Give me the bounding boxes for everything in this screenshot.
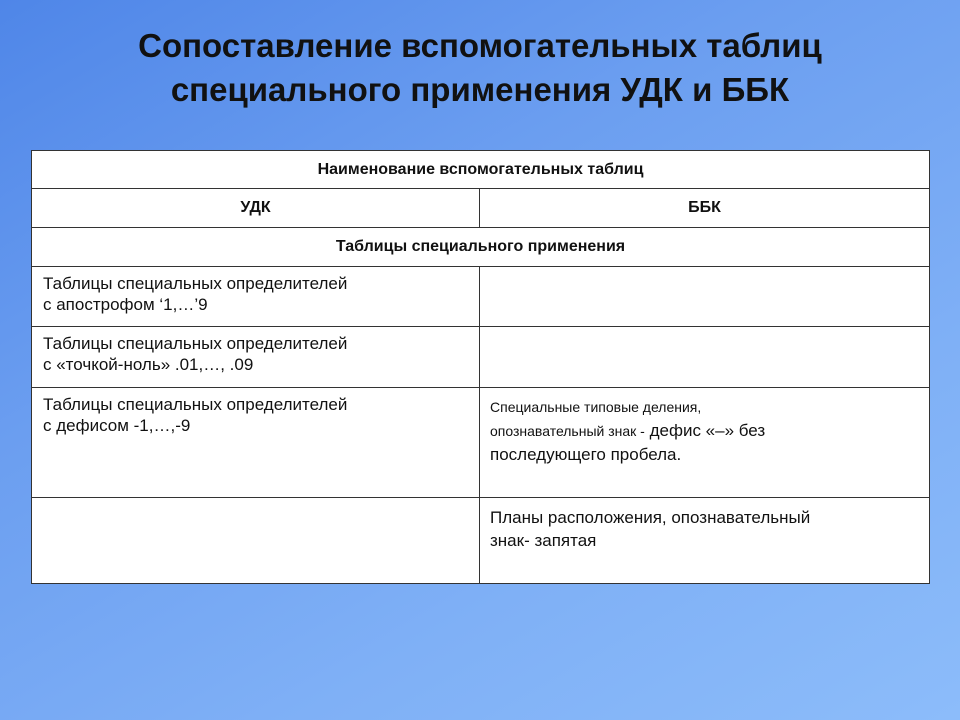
bbk-cell-text: опознавательный знак - bbox=[490, 423, 645, 439]
udk-cell-line: с апострофом ‘1,…’9 bbox=[43, 295, 208, 314]
bbk-cell-line: Планы расположения, опознавательный bbox=[490, 508, 811, 527]
bbk-cell bbox=[480, 388, 930, 498]
slide-title-line-1: Сопоставление вспомогательных таблиц bbox=[138, 27, 822, 64]
table-row bbox=[32, 388, 930, 498]
table-header-row bbox=[32, 151, 930, 189]
bbk-cell bbox=[480, 498, 930, 584]
column-header-udk: УДК bbox=[32, 189, 480, 228]
udk-cell-line: Таблицы специальных определителей bbox=[43, 395, 348, 414]
table-row bbox=[32, 498, 930, 584]
udk-cell bbox=[32, 388, 480, 498]
bbk-cell bbox=[480, 267, 930, 327]
udk-cell bbox=[32, 327, 480, 388]
slide-title-line-2: специального применения УДК и ББК bbox=[170, 71, 790, 108]
bbk-cell-line: Специальные типовые деления, bbox=[490, 399, 702, 415]
udk-cell bbox=[32, 498, 480, 584]
bbk-cell-text: дефис «–» без bbox=[644, 421, 766, 440]
udk-cell-line: Таблицы специальных определителей bbox=[43, 274, 348, 293]
udk-cell-line: с «точкой-ноль» .01,…, .09 bbox=[43, 355, 254, 374]
section-row bbox=[32, 228, 930, 267]
table-header-cell: Наименование вспомогательных таблиц bbox=[32, 151, 930, 189]
udk-cell-line: Таблицы специальных определителей bbox=[43, 334, 348, 353]
column-header-row bbox=[32, 189, 930, 228]
section-header-cell: Таблицы специального применения bbox=[32, 228, 930, 267]
slide-title bbox=[0, 24, 960, 112]
bbk-cell-line bbox=[490, 419, 919, 443]
udk-cell bbox=[32, 267, 480, 327]
udk-cell-line: с дефисом -1,…,-9 bbox=[43, 416, 191, 435]
comparison-table bbox=[31, 150, 930, 584]
bbk-cell bbox=[480, 327, 930, 388]
table-row bbox=[32, 327, 930, 388]
table-row bbox=[32, 267, 930, 327]
column-header-bbk: ББК bbox=[480, 189, 930, 228]
bbk-cell-line: последующего пробела. bbox=[490, 445, 682, 464]
bbk-cell-line: знак- запятая bbox=[490, 531, 597, 550]
